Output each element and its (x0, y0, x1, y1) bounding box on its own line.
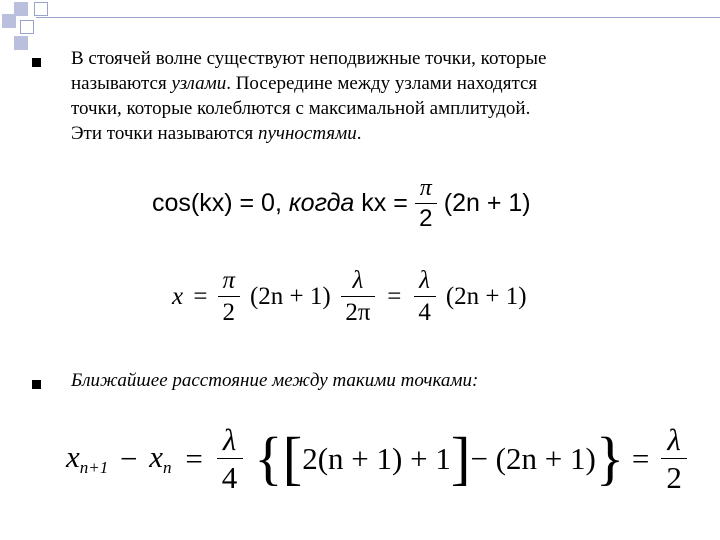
formula-nodes-condition (152, 176, 531, 231)
formula-distance (66, 422, 687, 496)
formula3-den: 4 (221, 460, 238, 496)
corner-square-4 (20, 20, 34, 34)
formula1-lhs: cos(kx) = 0, (152, 189, 282, 218)
formula3-den2: 2 (666, 460, 682, 496)
lambda-symbol: λ (419, 267, 430, 294)
formula2-eq2: = (387, 282, 402, 310)
formula2-paren2: (2n + 1) (445, 282, 527, 310)
paragraph-distance (71, 368, 701, 393)
left-brace: { (254, 425, 283, 491)
formula3-fraction (217, 422, 243, 496)
text-line-5: Ближайшее расстояние между такими точками: (71, 370, 479, 391)
formula2-fraction-1 (218, 268, 240, 325)
paragraph-standing-wave (71, 46, 701, 146)
formula1-tail: (2n + 1) (443, 189, 531, 218)
formula3-fraction-2 (661, 422, 687, 496)
formula3-minus: − (120, 440, 138, 476)
formula2-den1: 2 (222, 299, 235, 327)
formula2-x: x (172, 282, 184, 310)
left-bracket: [ (282, 425, 303, 491)
formula3-sub2: n (163, 458, 172, 478)
lambda-symbol: λ (667, 422, 681, 457)
text-line-2: называются узлами. Посередине между узлами находятся (71, 73, 538, 94)
corner-square-3 (2, 14, 16, 28)
right-bracket: ] (450, 425, 471, 491)
formula3-inner1: 2(n + 1) + 1 (302, 440, 451, 476)
pi-symbol: π (419, 175, 432, 201)
formula3-eq2: = (631, 440, 650, 476)
corner-square-2 (34, 2, 48, 16)
corner-square-1 (14, 2, 28, 16)
formula2-eq1: = (193, 282, 208, 310)
text-line-3: точки, которые колеблются с максимальной амплитудой. (71, 98, 531, 119)
formula3-eq: = (185, 440, 203, 476)
formula2-fraction-2 (341, 268, 375, 325)
top-rule (36, 17, 720, 18)
term-antinodes: пучностями (257, 123, 357, 144)
formula2-den3: 4 (418, 299, 431, 327)
formula3-inner2: − (2n + 1) (470, 440, 596, 476)
text-line-1: В стоячей волне существуют неподвижные точки, которые (71, 48, 547, 69)
formula-node-positions (172, 268, 527, 325)
bullet-square (32, 58, 41, 67)
corner-square-5 (14, 36, 28, 50)
formula1-den: 2 (419, 205, 433, 233)
lambda-symbol: λ (352, 267, 364, 294)
formula3-x2: xn (149, 439, 172, 478)
lambda-symbol: λ (222, 422, 237, 457)
formula1-fraction (415, 176, 437, 231)
formula3-x1: xn+1 (66, 439, 109, 478)
pi-symbol: π (222, 267, 235, 294)
bullet-square (32, 380, 41, 389)
text-line-4: Эти точки называются пучностями. (71, 123, 362, 144)
formula1-mid: kx = (361, 189, 408, 218)
formula1-word: когда (288, 189, 355, 218)
formula2-den2: 2π (345, 299, 371, 327)
right-brace: } (595, 425, 625, 491)
term-nodes: узлами (171, 73, 227, 94)
formula2-paren: (2n + 1) (249, 282, 331, 310)
formula3-sub1: n+1 (79, 458, 109, 478)
formula2-fraction-3 (414, 268, 436, 325)
